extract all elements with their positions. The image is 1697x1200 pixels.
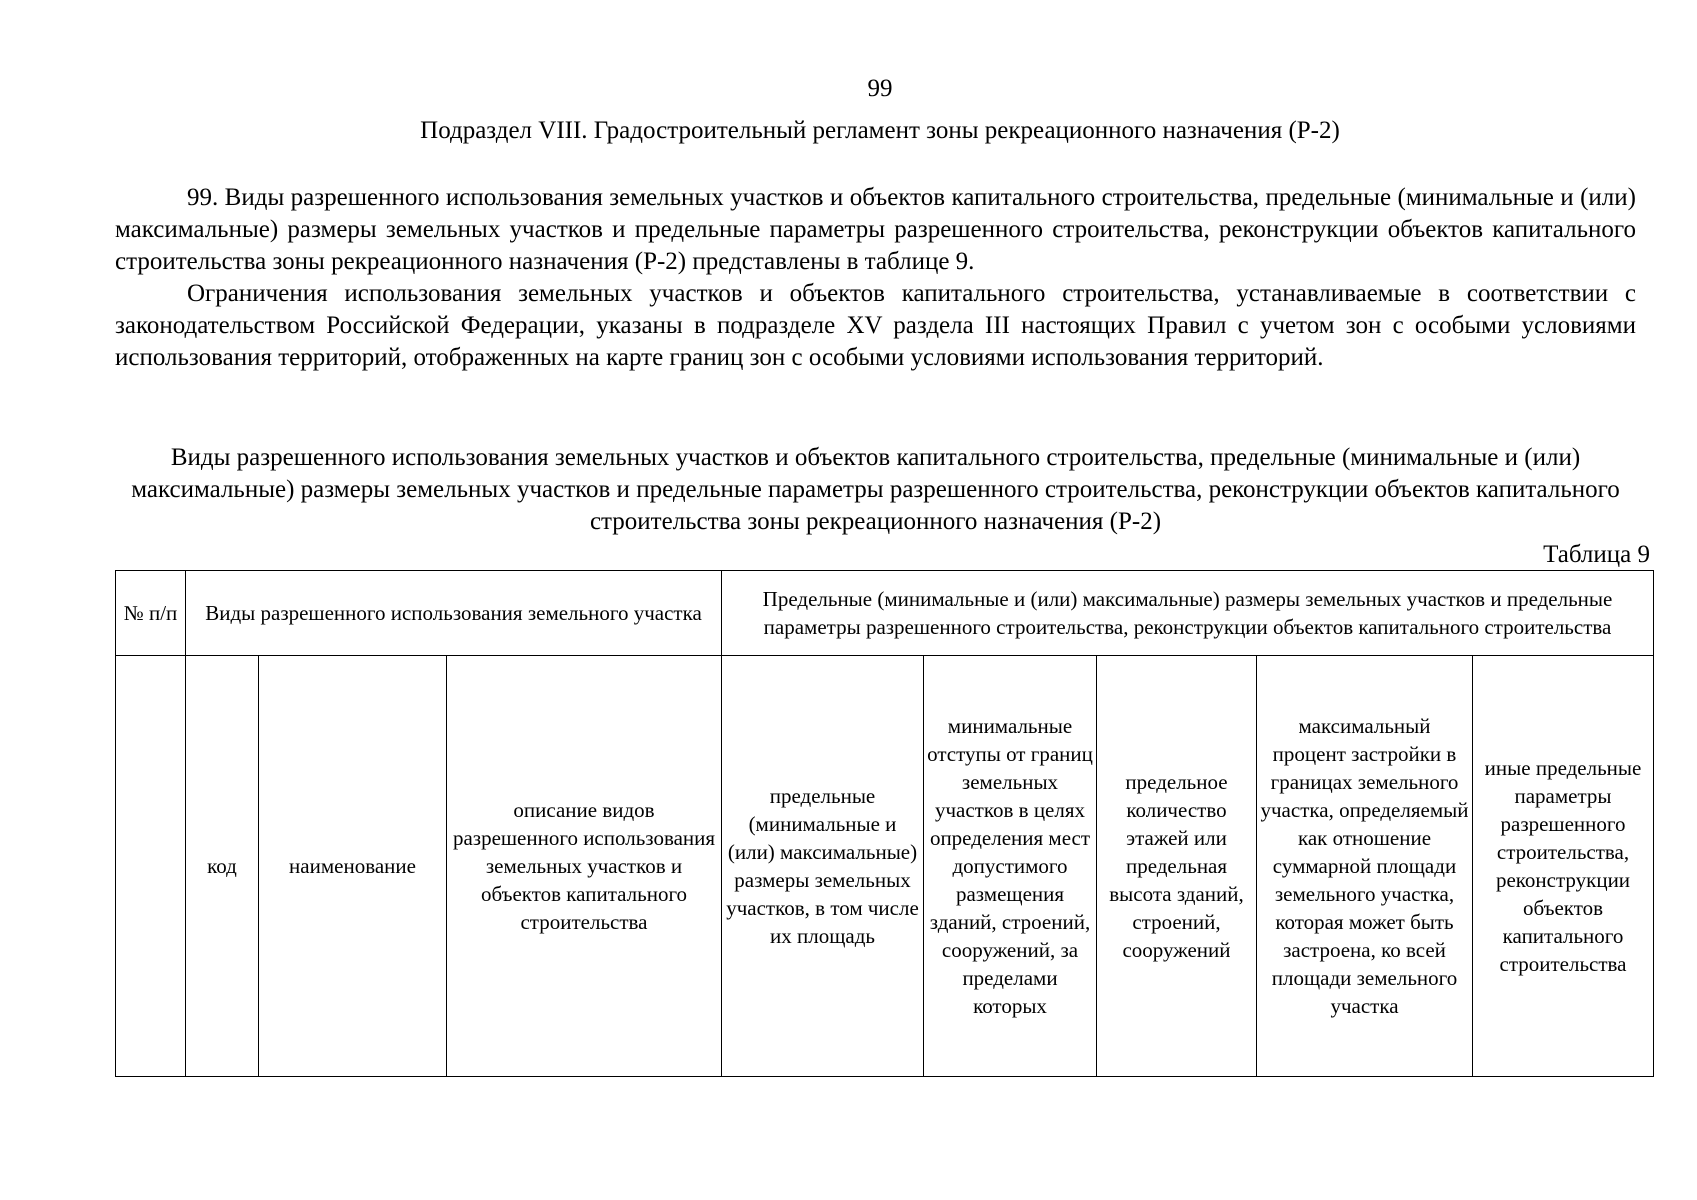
page-number: 99 bbox=[867, 75, 893, 102]
subheader-setbacks bbox=[924, 656, 1097, 1077]
subheader-coverage bbox=[1257, 656, 1473, 1077]
header-permitted-use: Виды разрешенного использования земельного участка bbox=[186, 571, 722, 656]
subheader-number-empty bbox=[116, 656, 186, 1077]
header-limits: Предельные (минимальные и (или) максимальные) размеры земельных участков и предельные параметры разрешенного строительства, реконструкции объектов капитального строительства bbox=[722, 571, 1654, 656]
regulation-table bbox=[115, 570, 1654, 1077]
table-subheader-row bbox=[116, 656, 1654, 1077]
table-label: Таблица 9 bbox=[1543, 541, 1650, 568]
paragraph-restrictions: Ограничения использования земельных участков и объектов капитального строительства, устанавливаемые в соответствии с законодательством Российской Федерации, указаны в подразделе XV раздела III настоящих Правил с учетом зон с особыми условиями использования территорий, отображенных на карте границ зон с особыми условиями использования территорий. bbox=[115, 280, 1636, 371]
table-title: Виды разрешенного использования земельных участков и объектов капитального строительства, предельные (минимальные и (или) максимальные) размеры земельных участков и предельные параметры разрешенного строительства, реконструкции объектов капитального строительства зоны рекреационного назначения (Р-2) bbox=[131, 444, 1620, 535]
subheader-plot-size: предельные (минимальные и (или) максимальные) размеры земельных участков, в том числе их площадь bbox=[722, 656, 924, 1077]
subheader-name: наименование bbox=[259, 656, 447, 1077]
paragraph-99: 99. Виды разрешенного использования земельных участков и объектов капитального строительства, предельные (минимальные и (или) максимальные) размеры земельных участков и предельные параметры разрешенного строительства, реконструкции объектов капитального строительства зоны рекреационного назначения (Р-2) представлены в таблице 9. bbox=[115, 184, 1636, 275]
subheader-setbacks-text: минимальные отступы от границ земельных участков в целях определения мест допустимого размещения зданий, строений, сооружений, за пределами которых bbox=[927, 714, 1093, 1018]
subheader-coverage-text: максимальный процент застройки в границах земельного участка, определяемый как отношение суммарной площади земельного участка, которая может быть застроена, ко всей площади земельного участка bbox=[1260, 714, 1469, 1018]
subheader-floors: предельное количество этажей или предельная высота зданий, строений, сооружений bbox=[1097, 656, 1257, 1077]
subheader-other: иные предельные параметры разрешенного строительства, реконструкции объектов капитального строительства bbox=[1473, 656, 1654, 1077]
subheader-description: описание видов разрешенного использования земельных участков и объектов капитального строительства bbox=[447, 656, 722, 1077]
subheader-code: код bbox=[186, 656, 259, 1077]
header-number: № п/п bbox=[116, 571, 186, 656]
subsection-title: Подраздел VIII. Градостроительный регламент зоны рекреационного назначения (Р-2) bbox=[420, 117, 1340, 144]
table-header-row bbox=[116, 571, 1654, 656]
